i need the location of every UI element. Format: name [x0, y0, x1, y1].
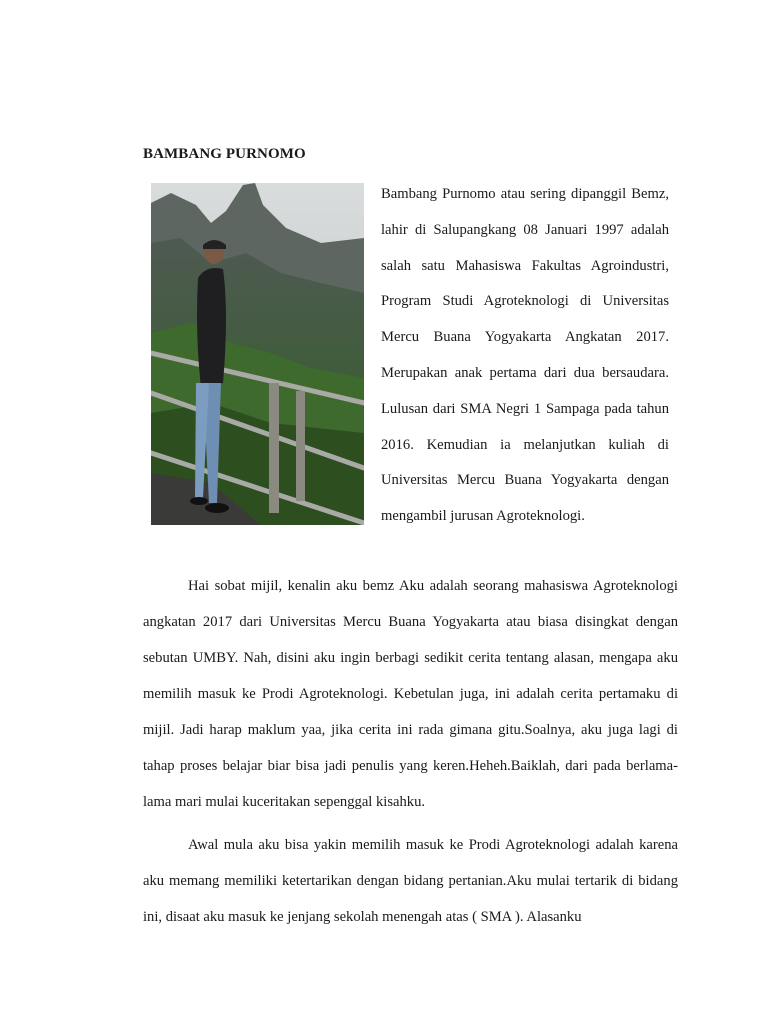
body-paragraph-2: Awal mula aku bisa yakin memilih masuk ke Prodi Agroteknologi adalah karena aku memang memiliki ketertarikan dengan bidang pertanian.Aku mulai tertarik di bidang ini, disaat aku masuk ke jenjang sekolah menengah atas ( SMA ). Alasanku [143, 837, 678, 925]
profile-photo [151, 183, 364, 525]
intro-text: Bambang Purnomo atau sering dipanggil Bemz, lahir di Salupangkang 08 Januari 1997 adalah salah satu Mahasiswa Fakultas Agroindustri, Program Studi Agroteknologi di Universitas Mercu Buana Yogyakarta Angkatan 2017. Merupakan anak pertama dari dua bersaudara. Lulusan dari SMA Negri 1 Sampaga pada tahun 2016. Kemudian ia melanjutkan kuliah di Universitas Mercu Buana Yogyakarta dengan mengambil jurusan Agroteknologi. [381, 186, 669, 525]
body-paragraph-1: Hai sobat mijil, kenalin aku bemz Aku adalah seorang mahasiswa Agroteknologi angkatan 2017 dari Universitas Mercu Buana Yogyakarta atau biasa disingkat dengan sebutan UMBY. Nah, disini aku ingin berbagi sedikit cerita tentang alasan, mengapa aku memilih masuk ke Prodi Agroteknologi. Kebetulan juga, ini adalah cerita pertamaku di mijil. Jadi harap maklum yaa, jika cerita ini rada gimana gitu.Soalnya, aku juga lagi di tahap proses belajar biar bisa jadi penulis yang keren.Heheh.Baiklah, dari pada berlama-lama mari mulai kuceritakan sepenggal kisahku. [143, 578, 678, 810]
page-title: BAMBANG PURNOMO [143, 146, 306, 162]
